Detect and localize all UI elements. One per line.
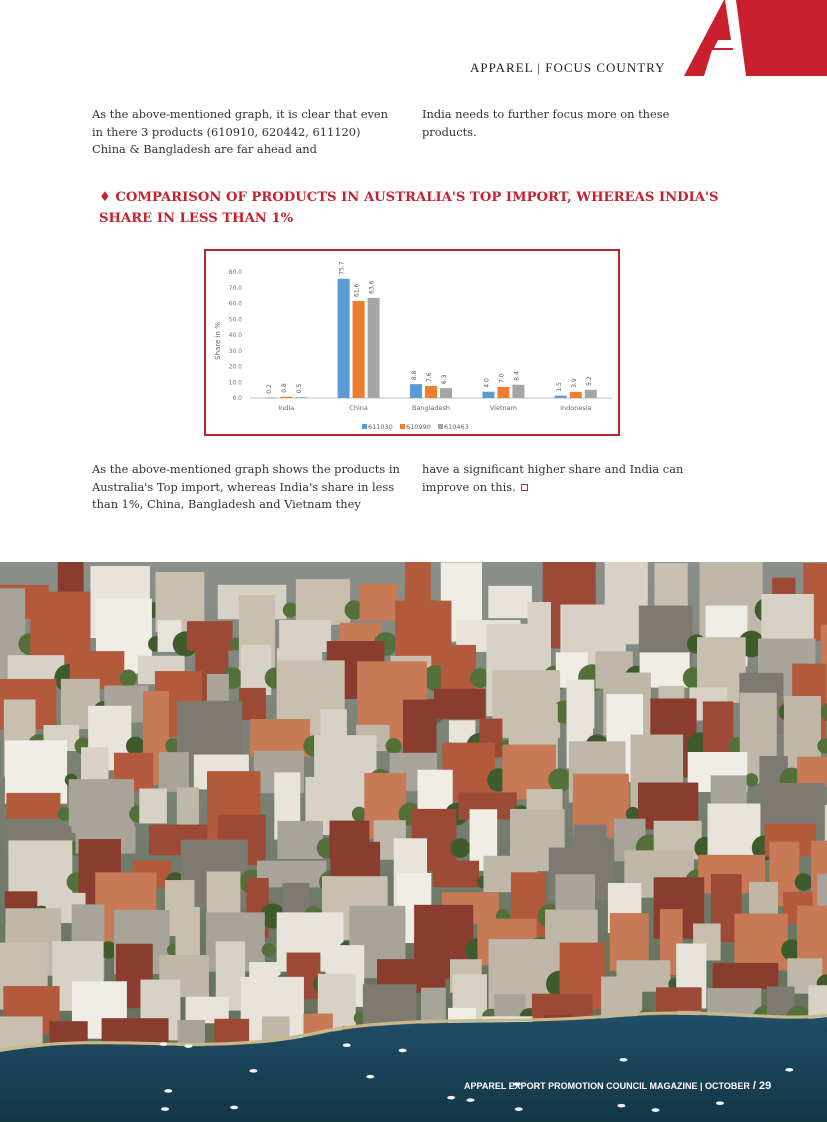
footer-page-separator: / bbox=[749, 1080, 760, 1092]
x-tick-label: India bbox=[278, 404, 295, 412]
boat-shape bbox=[184, 1044, 192, 1048]
tree-shape bbox=[451, 838, 471, 858]
legend-label: 610990 bbox=[406, 423, 431, 431]
building-shape bbox=[69, 779, 134, 833]
conclusion-right-column bbox=[422, 461, 714, 496]
data-label: 7.6 bbox=[426, 372, 433, 383]
building-shape bbox=[759, 783, 825, 829]
bar-610990-bangladesh bbox=[425, 386, 437, 398]
boat-shape bbox=[785, 1068, 793, 1072]
boat-shape bbox=[466, 1098, 474, 1102]
data-label: 63.6 bbox=[368, 280, 376, 294]
intro-left-column: As the above-mentioned graph, it is clear that even in there 3 products (610910, 620442, 611120) China & Bangladesh are far ahead and bbox=[92, 107, 389, 156]
bar-610463-indonesia bbox=[585, 390, 597, 398]
building-shape bbox=[296, 579, 350, 625]
boat-shape bbox=[620, 1058, 628, 1062]
y-tick-label: 50.0 bbox=[228, 316, 242, 324]
data-label: 0.2 bbox=[266, 384, 274, 394]
tree-shape bbox=[120, 669, 137, 686]
boat-shape bbox=[343, 1043, 351, 1047]
data-label: 1.5 bbox=[555, 382, 563, 392]
bar-611030-india bbox=[265, 398, 277, 399]
building-shape bbox=[713, 963, 779, 989]
y-tick-label: 60.0 bbox=[228, 300, 242, 308]
tree-shape bbox=[283, 602, 298, 617]
legend-swatch-610990 bbox=[400, 424, 405, 429]
building-shape bbox=[177, 787, 199, 824]
building-shape bbox=[241, 645, 272, 695]
boat-shape bbox=[652, 1108, 660, 1112]
building-shape bbox=[488, 586, 532, 618]
data-label: 6.3 bbox=[441, 374, 448, 385]
boat-shape bbox=[617, 1104, 625, 1108]
y-tick-label: 80.0 bbox=[228, 269, 242, 276]
legend-label: 611030 bbox=[368, 423, 393, 431]
tree-shape bbox=[386, 738, 402, 754]
y-tick-label: 10.0 bbox=[228, 379, 242, 387]
bar-611030-vietnam bbox=[482, 392, 494, 398]
section-header: APPAREL | FOCUS COUNTRY bbox=[470, 60, 666, 75]
x-tick-label: Bangladesh bbox=[411, 404, 451, 412]
bar-610990-china bbox=[353, 301, 365, 398]
data-label: 0.5 bbox=[296, 383, 304, 394]
data-label: 61.6 bbox=[353, 283, 361, 297]
y-tick-label: 40.0 bbox=[228, 332, 242, 339]
tree-shape bbox=[126, 737, 145, 756]
building-shape bbox=[159, 752, 189, 792]
section-heading: ♦ COMPARISON OF PRODUCTS IN AUSTRALIA'S TOP IMPORT, WHEREAS INDIA'S SHARE IN LESS THAN 1% bbox=[99, 190, 719, 226]
tree-shape bbox=[795, 873, 813, 891]
boat-shape bbox=[159, 1042, 167, 1046]
bar-611030-indonesia bbox=[555, 396, 567, 398]
page-footer bbox=[464, 1080, 824, 1092]
boat-shape bbox=[161, 1107, 169, 1111]
y-tick-label: 20.0 bbox=[228, 363, 242, 371]
footer-magazine-title: APPAREL EXPORT PROMOTION COUNCIL MAGAZINE | OCTOBER bbox=[464, 1081, 750, 1091]
y-axis-label: Share in % bbox=[214, 322, 222, 360]
building-shape bbox=[360, 584, 398, 621]
chart-canvas bbox=[206, 251, 618, 434]
building-shape bbox=[277, 821, 323, 859]
bar-610463-vietnam bbox=[512, 385, 524, 398]
conclusion-right-text: have a significant higher share and India can improve on this. bbox=[422, 462, 684, 494]
data-label: 5.2 bbox=[585, 376, 593, 386]
brand-logo-icon bbox=[676, 0, 827, 76]
building-shape bbox=[734, 914, 787, 971]
boat-shape bbox=[447, 1096, 455, 1100]
bar-611030-bangladesh bbox=[410, 384, 422, 398]
page-number: 29 bbox=[759, 1080, 772, 1092]
building-shape bbox=[6, 793, 60, 819]
data-label: 7.0 bbox=[498, 373, 506, 383]
bar-610990-vietnam bbox=[497, 387, 509, 398]
building-shape bbox=[433, 861, 479, 888]
data-label: 8.4 bbox=[513, 371, 521, 381]
building-shape bbox=[279, 620, 331, 652]
bar-611030-china bbox=[338, 279, 350, 398]
y-tick-label: 30.0 bbox=[228, 347, 242, 355]
data-label: 4.0 bbox=[483, 378, 491, 388]
data-label: 3.9 bbox=[570, 378, 578, 388]
city-photo-graphic bbox=[0, 562, 827, 1122]
y-tick-label: 0.0 bbox=[232, 395, 242, 402]
boat-shape bbox=[230, 1106, 238, 1110]
boat-shape bbox=[515, 1107, 523, 1111]
building-shape bbox=[441, 645, 476, 695]
boat-shape bbox=[164, 1089, 172, 1093]
y-tick-label: 70.0 bbox=[228, 284, 242, 292]
building-shape bbox=[139, 789, 167, 824]
tree-shape bbox=[262, 943, 276, 957]
bar-610990-indonesia bbox=[570, 392, 582, 398]
data-label: 0.8 bbox=[281, 383, 289, 393]
boat-shape bbox=[249, 1069, 257, 1073]
bar-610463-bangladesh bbox=[440, 388, 452, 398]
tree-shape bbox=[548, 768, 572, 792]
legend-swatch-611030 bbox=[362, 424, 367, 429]
building-shape bbox=[239, 688, 266, 720]
data-label: 8.8 bbox=[411, 370, 418, 381]
boat-shape bbox=[399, 1049, 407, 1053]
x-tick-label: Indonesia bbox=[560, 404, 592, 412]
x-tick-label: China bbox=[349, 404, 368, 412]
bar-610463-china bbox=[368, 298, 380, 398]
legend-swatch-610463 bbox=[438, 424, 443, 429]
bar-610990-india bbox=[280, 397, 292, 398]
building-shape bbox=[434, 689, 486, 719]
bar-610463-india bbox=[295, 397, 307, 398]
boat-shape bbox=[716, 1101, 724, 1105]
end-of-article-icon bbox=[521, 484, 528, 491]
bar-chart bbox=[204, 249, 620, 436]
conclusion-left-column: As the above-mentioned graph shows the products in Australia's Top import, whereas India's share in less than 1%, China, Bangladesh and Vietnam they bbox=[92, 462, 400, 511]
data-label: 75.7 bbox=[338, 261, 346, 275]
legend-label: 610463 bbox=[444, 423, 469, 431]
building-shape bbox=[797, 757, 827, 788]
boat-shape bbox=[366, 1075, 374, 1079]
x-tick-label: Vietnam bbox=[489, 404, 517, 412]
city-aerial-photo bbox=[0, 562, 827, 1122]
intro-right-column: India needs to further focus more on these products. bbox=[422, 107, 670, 139]
